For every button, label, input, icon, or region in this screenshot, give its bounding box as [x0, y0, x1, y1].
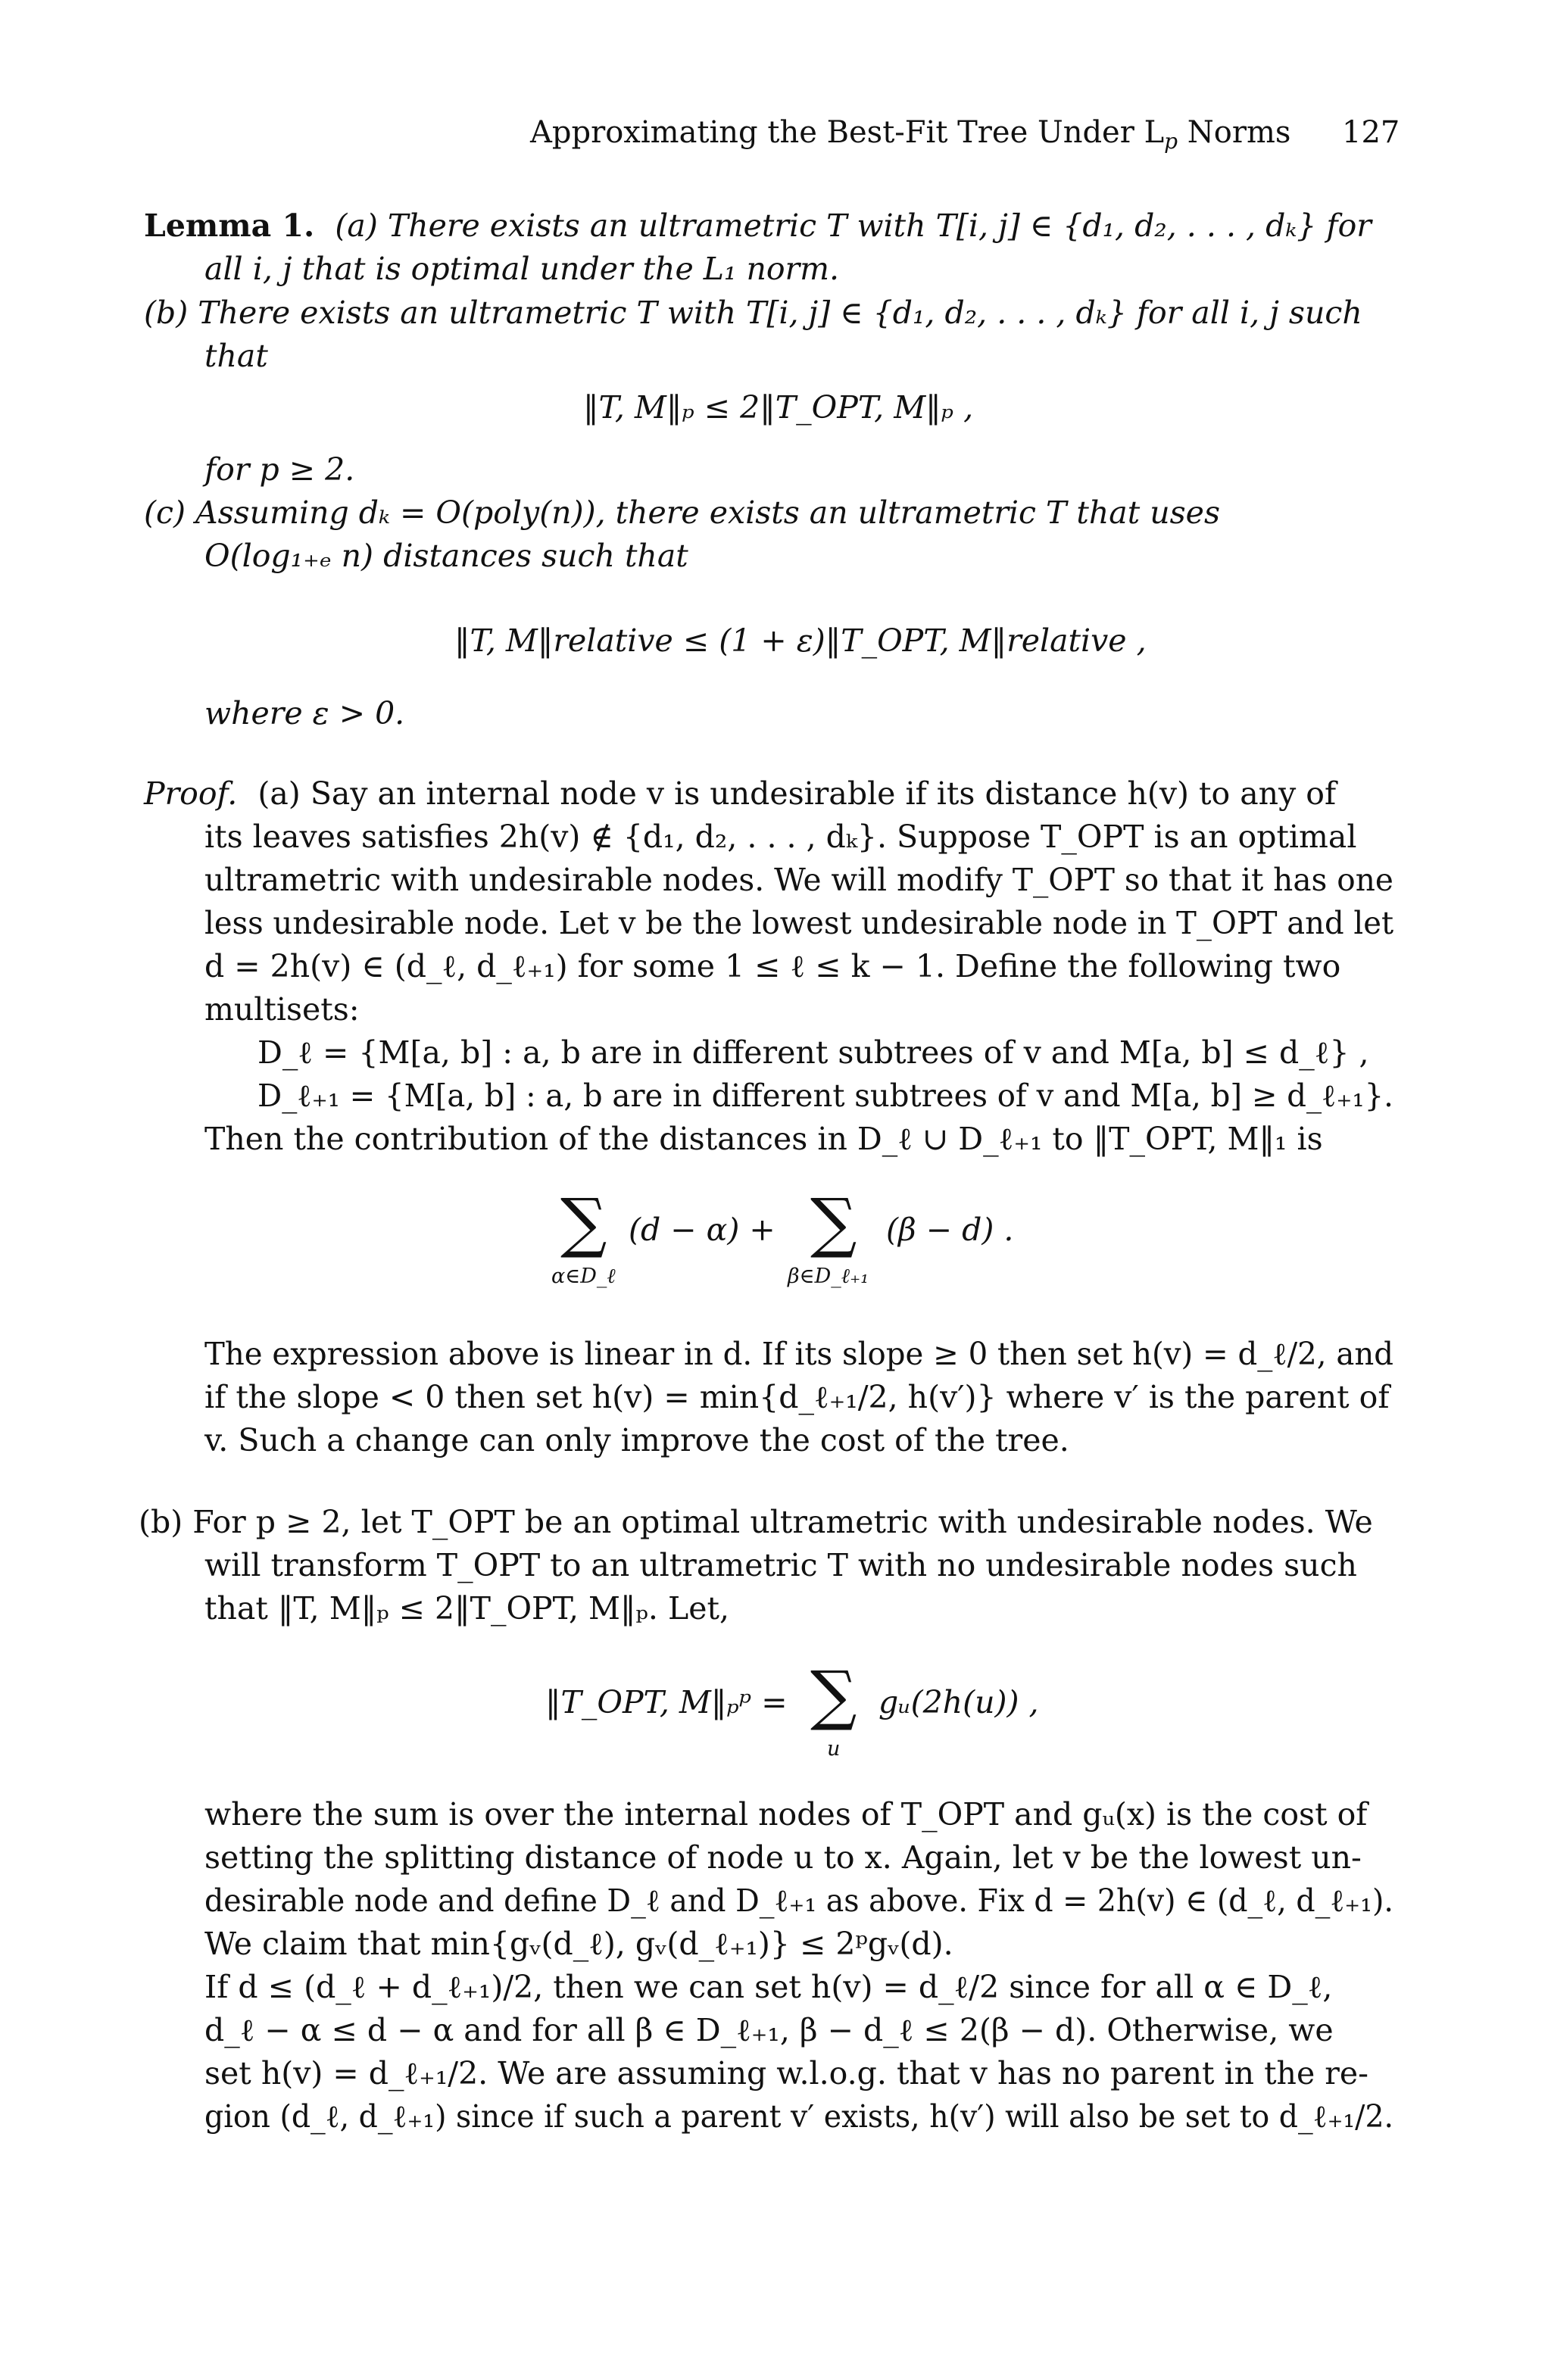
lemma-b-line1: (b) There exists an ultrametric T with T[i, j] ∈ {d₁, d₂, . . . , dₖ} for all i, j such: [144, 295, 1362, 331]
proof-a-after-2: v. Such a change can only improve the cost of the tree.: [204, 1422, 1069, 1458]
proof-b-line-0: (b) For p ≥ 2, let T_OPT be an optimal ultrametric with undesirable nodes. We: [139, 1504, 1373, 1540]
contribution-line: Then the contribution of the distances in D_ℓ ∪ D_ℓ₊₁ to ‖T_OPT, M‖₁ is: [204, 1121, 1323, 1157]
running-title: Approximating the Best-Fit Tree Under L: [530, 115, 1165, 150]
proof-b-line-1: will transform T_OPT to an ultrametric T with no undesirable nodes such: [204, 1547, 1357, 1583]
lemma-b-equation: ‖T, M‖ₚ ≤ 2‖T_OPT, M‖ₚ ,: [583, 389, 974, 426]
lemma-c-line2: O(log₁₊ₑ n) distances such that: [204, 538, 688, 574]
proof-label: Proof.: [144, 775, 238, 812]
proof-b-line-2: that ‖T, M‖ₚ ≤ 2‖T_OPT, M‖ₚ. Let,: [204, 1590, 729, 1627]
proof-a-line-3: less undesirable node. Let v be the lowest undesirable node in T_OPT and let: [204, 905, 1394, 941]
sum-term-1: (d − α) +: [629, 1212, 776, 1248]
sum-sub-1: α∈D_ℓ: [551, 1265, 616, 1288]
proof-b-after-0: where the sum is over the internal nodes of T_OPT and gᵤ(x) is the cost of: [204, 1796, 1368, 1833]
lemma-a-line1: (a) There exists an ultrametric T with T[i, j] ∈ {d₁, d₂, . . . , dₖ} for: [335, 207, 1372, 244]
lemma-a-line2: all i, j that is optimal under the L₁ norm.: [204, 251, 840, 287]
lemma-b-line2: that: [204, 338, 268, 374]
b-equation-sub: u: [827, 1737, 841, 1761]
proof-a-line-0: (a) Say an internal node v is undesirable if its distance h(v) to any of: [257, 775, 1337, 812]
set-d-ell-plus-1: D_ℓ₊₁ = {M[a, b] : a, b are in different subtrees of v and M[a, b] ≥ d_ℓ₊₁}.: [257, 1078, 1393, 1114]
sum-symbol-2: ∑: [810, 1185, 857, 1261]
sum-symbol-3: ∑: [810, 1658, 857, 1733]
lemma-b-line3: for p ≥ 2.: [204, 451, 355, 488]
b-equation-right: gᵤ(2h(u)) ,: [878, 1684, 1039, 1720]
proof-a-line-4: d = 2h(v) ∈ (d_ℓ, d_ℓ₊₁) for some 1 ≤ ℓ ≤ k − 1. Define the following two: [204, 948, 1341, 984]
running-title-sub: p: [1164, 129, 1178, 154]
sum-term-2: (β − d) .: [886, 1212, 1014, 1248]
page-number: 127: [1342, 115, 1400, 150]
proof-a-line-2: ultrametric with undesirable nodes. We will modify T_OPT so that it has one: [204, 862, 1393, 898]
proof-a-line-1: its leaves satisfies 2h(v) ∉ {d₁, d₂, . . . , dₖ}. Suppose T_OPT is an optimal: [204, 819, 1357, 855]
running-header: [530, 115, 1400, 154]
sum-symbol-1: ∑: [560, 1185, 607, 1261]
proof-a-after-0: The expression above is linear in d. If its slope ≥ 0 then set h(v) = d_ℓ/2, and: [204, 1336, 1394, 1372]
proof-b-after-1: setting the splitting distance of node u to x. Again, let v be the lowest un-: [204, 1839, 1362, 1876]
lemma-label: Lemma 1.: [144, 207, 315, 244]
running-title-tail: Norms: [1178, 115, 1291, 150]
proof-a-line-5: multisets:: [204, 991, 360, 1028]
set-d-ell: D_ℓ = {M[a, b] : a, b are in different subtrees of v and M[a, b] ≤ d_ℓ} ,: [257, 1034, 1369, 1071]
lemma-c-line3: where ε > 0.: [204, 695, 405, 731]
proof-b-after-5: d_ℓ − α ≤ d − α and for all β ∈ D_ℓ₊₁, β − d_ℓ ≤ 2(β − d). Otherwise, we: [204, 2012, 1334, 2048]
sum-sub-2: β∈D_ℓ₊₁: [788, 1265, 869, 1288]
lemma-block: [144, 207, 1372, 244]
proof-b-after-2: desirable node and define D_ℓ and D_ℓ₊₁ as above. Fix d = 2h(v) ∈ (d_ℓ, d_ℓ₊₁).: [204, 1882, 1393, 1919]
proof-b-after-4: If d ≤ (d_ℓ + d_ℓ₊₁)/2, then we can set h(v) = d_ℓ/2 since for all α ∈ D_ℓ,: [204, 1969, 1333, 2005]
proof-a-first-line: [144, 775, 1337, 812]
proof-b-after-3: We claim that min{gᵥ(d_ℓ), gᵥ(d_ℓ₊₁)} ≤ 2ᵖgᵥ(d).: [204, 1926, 953, 1962]
proof-b-after-6: set h(v) = d_ℓ₊₁/2. We are assuming w.l.o.g. that v has no parent in the re-: [204, 2055, 1368, 2091]
b-equation-left: ‖T_OPT, M‖ₚᵖ =: [545, 1684, 788, 1720]
lemma-c-line1: (c) Assuming dₖ = O(poly(n)), there exists an ultrametric T that uses: [144, 494, 1220, 531]
proof-a-after-1: if the slope < 0 then set h(v) = min{d_ℓ₊₁/2, h(v′)} where v′ is the parent of: [204, 1379, 1390, 1415]
lemma-c-equation: ‖T, M‖relative ≤ (1 + ε)‖T_OPT, M‖relative ,: [454, 622, 1147, 659]
proof-b-after-7: gion (d_ℓ, d_ℓ₊₁) since if such a parent v′ exists, h(v′) will also be set to d_ℓ₊₁/2.: [204, 2098, 1394, 2135]
